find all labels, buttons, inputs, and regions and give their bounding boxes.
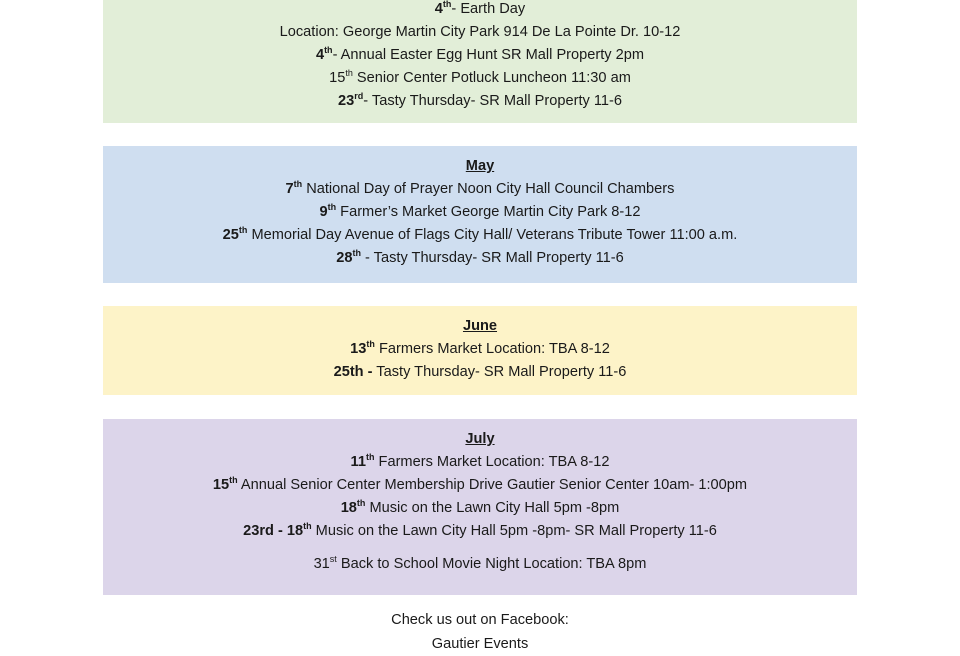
june-events-box (103, 306, 857, 395)
event-line (103, 67, 857, 90)
event-text: - Tasty Thursday- SR Mall Property 11-6 (360, 250, 624, 266)
event-line (103, 451, 857, 474)
event-line (103, 0, 857, 21)
july-events-box (103, 419, 857, 595)
event-day: 4 (434, 1, 443, 17)
event-day-suffix: th (345, 68, 353, 79)
event-text: Back to School Movie Night Location: TBA 8pm (336, 556, 647, 572)
event-text: - Annual Easter Egg Hunt SR Mall Property 2pm (332, 47, 645, 63)
event-text: Farmers Market Location: TBA 8-12 (374, 341, 610, 357)
month-heading: July (465, 431, 495, 447)
event-text: - Tasty Thursday- SR Mall Property 11-6 (363, 93, 622, 109)
event-text: Farmer’s Market George Martin City Park 8-12 (336, 204, 641, 220)
event-text: National Day of Prayer Noon City Hall Council Chambers (302, 181, 675, 197)
event-text: Music on the Lawn City Hall 5pm -8pm (365, 500, 620, 516)
may-events-box (103, 146, 857, 283)
event-line (103, 338, 857, 361)
facebook-callout: Check us out on Facebook: (391, 612, 569, 628)
event-day: 4 (315, 47, 325, 63)
event-day: 23 (338, 93, 355, 109)
event-day-suffix: st (329, 554, 337, 565)
event-day: 9 (319, 204, 328, 220)
event-text: Memorial Day Avenue of Flags City Hall/ Veterans Tribute Tower 11:00 a.m. (247, 227, 738, 243)
event-day: 25 (222, 227, 239, 243)
event-line (103, 497, 857, 520)
event-text: Music on the Lawn City Hall 5pm -8pm- SR Mall Property 11-6 (311, 523, 717, 539)
event-day-suffix: th (366, 339, 375, 350)
event-day-suffix: th (293, 179, 303, 190)
event-line (103, 90, 857, 113)
event-day-suffix: rd (354, 91, 364, 102)
event-day-suffix: th (356, 498, 366, 509)
event-day: 11 (350, 454, 366, 470)
spacer (103, 543, 857, 553)
event-text: Location: George Martin City Park 914 De La Pointe Dr. 10-12 (279, 24, 681, 40)
event-day-suffix: th (442, 0, 452, 10)
event-line (103, 474, 857, 497)
event-line (103, 224, 857, 247)
april-events-box (103, 0, 857, 123)
event-day: 15 (212, 477, 230, 493)
event-text: Farmers Market Location: TBA 8-12 (374, 454, 610, 470)
event-line (103, 553, 857, 576)
event-text: Tasty Thursday- SR Mall Property 11-6 (372, 364, 627, 380)
event-day: 7 (285, 181, 294, 197)
event-day-suffix: th (303, 521, 312, 532)
event-day-suffix: th (229, 475, 238, 486)
footer (0, 608, 960, 656)
event-day: 31 (313, 556, 330, 572)
facebook-page-link[interactable]: Gautier Events (431, 636, 529, 652)
event-line (103, 178, 857, 201)
event-day-suffix: th (327, 202, 337, 213)
event-day-suffix: th (324, 45, 333, 56)
event-line (103, 361, 857, 384)
event-day: 25th - (333, 364, 373, 380)
event-day-suffix: th (365, 452, 375, 463)
event-line (103, 520, 857, 543)
event-line (103, 44, 857, 67)
event-line (103, 247, 857, 270)
event-line (103, 201, 857, 224)
event-day-suffix: th (352, 248, 361, 259)
event-day: 18 (340, 500, 357, 516)
event-day-suffix: th (238, 225, 248, 236)
event-day: 15 (329, 70, 346, 86)
month-heading: June (462, 318, 498, 334)
event-text: Annual Senior Center Membership Drive Gautier Senior Center 10am- 1:00pm (237, 477, 748, 493)
event-text: Senior Center Potluck Luncheon 11:30 am (352, 70, 631, 86)
event-day: 13 (350, 341, 367, 357)
event-text: - Earth Day (451, 1, 526, 17)
event-day: 23rd - 18 (243, 523, 304, 539)
month-heading: May (465, 158, 495, 174)
event-line (103, 21, 857, 44)
event-day: 28 (336, 250, 353, 266)
